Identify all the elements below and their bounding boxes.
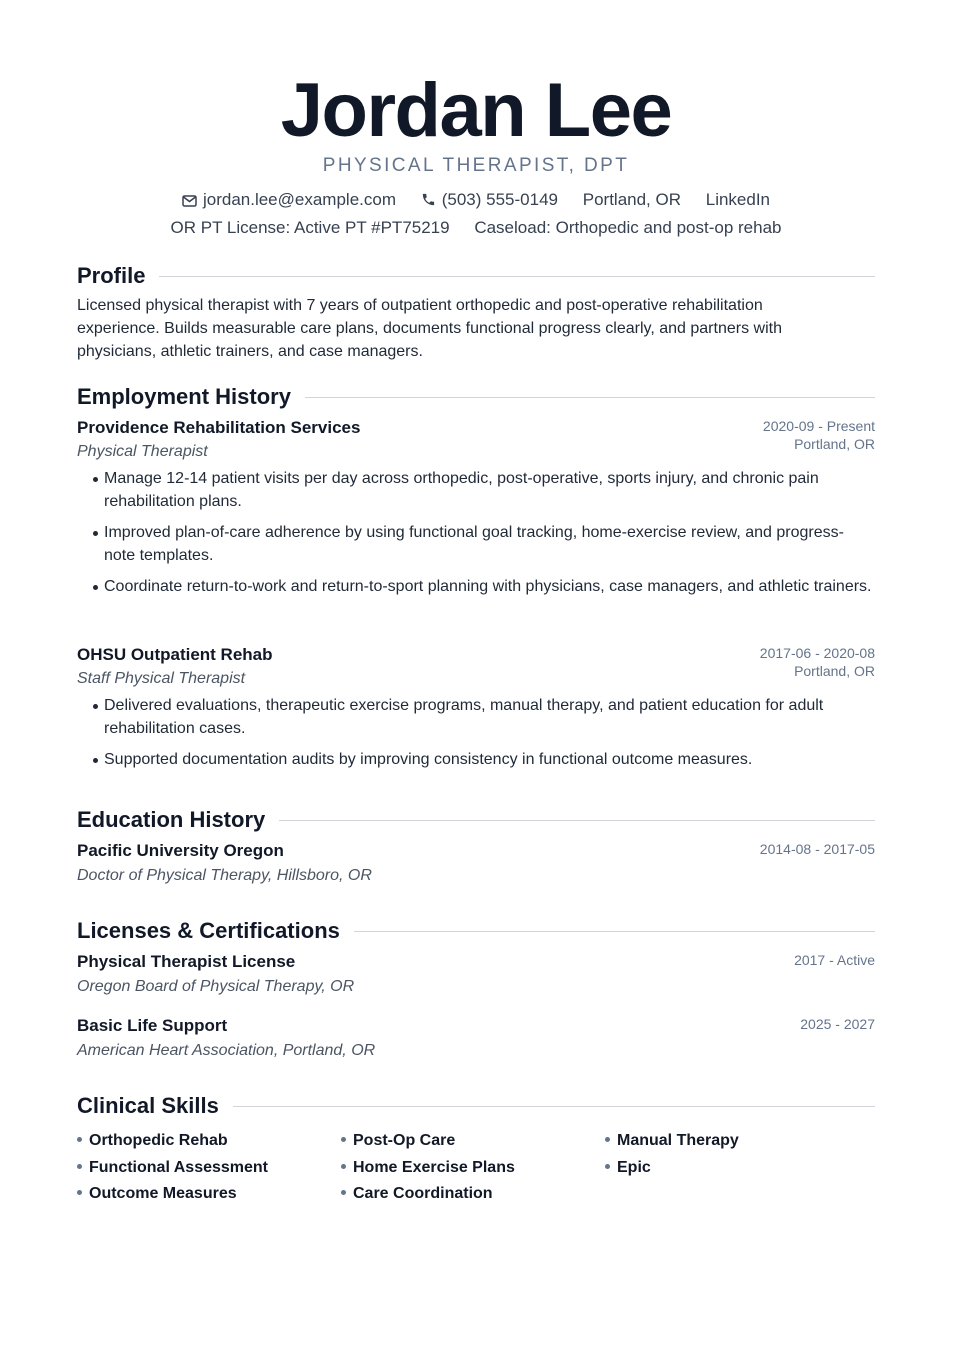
skill-label: Orthopedic Rehab [89, 1132, 228, 1149]
bullet-item: Manage 12-14 patient visits per day across orthopedic, post-operative, sports injury, and chronic pain rehabilitation plans. [93, 467, 875, 513]
skill-label: Post-Op Care [353, 1132, 456, 1149]
contact-line-primary [77, 188, 875, 211]
skill-label: Functional Assessment [89, 1158, 269, 1176]
skill-label: Home Exercise Plans [353, 1158, 515, 1176]
license-dates: 2025 - 2027 [800, 1016, 875, 1032]
profile-summary: Licensed physical therapist with 7 years of outpatient orthopedic and post-operative rehabilitation experience. Builds measurable care plans, documents functional progress clearly, and partners with physicians, athletic trainers, and case managers. [77, 297, 782, 360]
education-heading: Education History [77, 807, 266, 832]
skill-item [605, 1157, 875, 1180]
bullet-dot [341, 1137, 346, 1142]
email-text: jordan.lee@example.com [202, 189, 396, 209]
bullet-dot [77, 1164, 82, 1169]
contact-line-secondary [77, 216, 875, 239]
skill-item [77, 1183, 341, 1206]
bullet-dot [341, 1190, 346, 1195]
job-role: Physical Therapist [77, 443, 208, 460]
candidate-title: PHYSICAL THERAPIST, DPT [322, 155, 630, 176]
bullet-dot [77, 1190, 82, 1195]
job-bullets [93, 467, 875, 606]
license-dates: 2017 - Active [794, 952, 875, 968]
skill-label: Epic [617, 1158, 651, 1176]
skill-item [341, 1130, 605, 1153]
contact-linkedin-link[interactable]: LinkedIn [705, 189, 771, 209]
section-divider [354, 931, 875, 932]
bullet-item: Improved plan-of-care adherence by using functional goal tracking, home-exercise review, and progress-note templates. [93, 521, 875, 567]
job-role: Staff Physical Therapist [77, 670, 246, 687]
section-divider [279, 820, 875, 821]
job-company: Providence Rehabilitation Services [77, 418, 361, 437]
degree: Doctor of Physical Therapy, Hillsboro, OR [77, 867, 372, 884]
license-name: Basic Life Support [77, 1016, 228, 1035]
skill-item [77, 1130, 341, 1153]
skills-grid [77, 1130, 875, 1206]
job-company: OHSU Outpatient Rehab [77, 645, 273, 664]
envelope-icon [182, 195, 197, 207]
employment-heading: Employment History [77, 384, 291, 409]
caseload-info: Caseload: Orthopedic and post-op rehab [474, 217, 782, 237]
phone-text: (503) 555-0149 [441, 189, 558, 209]
employment-section-header [77, 383, 875, 411]
education-section-header [77, 806, 875, 834]
contact-email[interactable] [182, 189, 396, 211]
profile-heading: Profile [77, 263, 146, 288]
job-bullets [93, 694, 875, 779]
licenses-section-header [77, 917, 875, 945]
skill-item [605, 1130, 875, 1153]
license-issuer: Oregon Board of Physical Therapy, OR [77, 978, 355, 995]
contact-location: Portland, OR [582, 189, 681, 209]
skill-label: Outcome Measures [89, 1185, 237, 1202]
bullet-item: Delivered evaluations, therapeutic exercise programs, manual therapy, and patient education for adult rehabilitation cases. [93, 694, 875, 740]
skills-section-header [77, 1092, 875, 1120]
bullet-item: Coordinate return-to-work and return-to-sport planning with physicians, case managers, and athletic trainers. [93, 575, 875, 598]
profile-section-header [77, 262, 875, 290]
bullet-item: Supported documentation audits by improving consistency in functional outcome measures. [93, 748, 875, 771]
bullet-dot [77, 1137, 82, 1142]
licenses-heading: Licenses & Certifications [77, 918, 340, 943]
section-divider [305, 397, 875, 398]
section-divider [159, 276, 875, 277]
contact-phone[interactable] [421, 189, 558, 211]
school-name: Pacific University Oregon [77, 841, 284, 860]
candidate-name: Jordan Lee [280, 68, 672, 153]
section-divider [233, 1106, 875, 1107]
skill-item [341, 1157, 605, 1180]
license-name: Physical Therapist License [77, 952, 296, 971]
license-issuer: American Heart Association, Portland, OR [77, 1042, 376, 1059]
skill-item [341, 1183, 605, 1206]
job-location: Portland, OR [794, 436, 875, 452]
bullet-dot [341, 1164, 346, 1169]
bullet-dot [605, 1137, 610, 1142]
job-dates: 2017-06 - 2020-08 [759, 645, 875, 661]
skill-item [77, 1157, 341, 1180]
skill-label: Manual Therapy [617, 1132, 739, 1149]
bullet-dot [605, 1164, 610, 1169]
skill-label: Care Coordination [353, 1185, 493, 1202]
skills-heading: Clinical Skills [77, 1093, 219, 1118]
education-dates: 2014-08 - 2017-05 [759, 841, 875, 857]
job-dates: 2020-09 - Present [762, 418, 875, 434]
phone-icon [421, 192, 436, 207]
license-info: OR PT License: Active PT #PT75219 [170, 217, 450, 237]
job-location: Portland, OR [794, 663, 875, 679]
